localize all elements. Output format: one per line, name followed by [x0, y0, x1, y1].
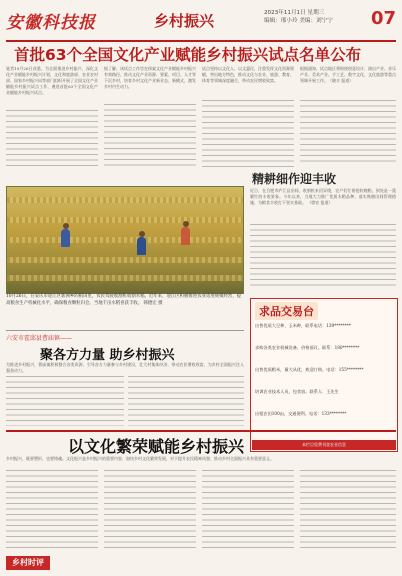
text-texture [250, 224, 396, 290]
bottom-story-title: 以文化繁荣赋能乡村振兴 [68, 437, 245, 456]
classifieds-title: 求品交易台 [255, 302, 318, 320]
text-texture [6, 110, 98, 170]
masthead [6, 6, 396, 42]
text-texture [202, 470, 294, 552]
classified-item: 培训农业技术人员，包食宿。联系人：王先生 [255, 389, 339, 394]
newspaper-brand: 安徽科技报 [6, 13, 96, 33]
text-texture [202, 100, 294, 170]
classified-item: 出租农田100亩，交通便利。电话：133******** [255, 411, 347, 416]
text-texture [104, 470, 196, 552]
lead-column-2: 据了解，该试点工作旨在探索文化产业赋能乡村振兴有效路径，推动文化产业资源、要素、项目、人才等下沉乡村，培育乡村文化产业新业态、新模式，激发乡村内生动力。 [104, 66, 196, 89]
classified-item: 出售优质大豆种、玉米种，联系电话：139******** [255, 323, 351, 328]
page-number: 07 [370, 8, 396, 29]
classifieds-box [250, 298, 398, 452]
section-title: 乡村振兴 [154, 12, 215, 30]
editor-credits: 编辑：邢小玲 美编：刘宁宁 [264, 18, 333, 24]
issue-info [264, 9, 374, 25]
classifieds-strip: 本栏目免费刊登农业信息 [252, 440, 396, 450]
text-texture [300, 470, 396, 552]
text-texture [6, 470, 98, 552]
text-texture [6, 376, 124, 426]
side-story-title: 精耕细作迎丰收 [252, 172, 337, 186]
sub-story-kicker: 六安市霍邱县曹庙镇—— [6, 335, 73, 342]
sub-story-title: 聚各方力量 助乡村振兴 [40, 348, 175, 363]
side-story-body: 近日，在合肥市庐江县田间，收割机来回穿梭，农户们忙着抢收晚稻，到处是一派繁忙的丰收景象。今年以来，当地大力推广优质水稻品种，落实秋粮田间管理措施，为粮食丰收打下坚实基础。 （徐宏 报道） [250, 188, 396, 205]
bottom-story-body: 乡村振兴，既要塑形，也要铸魂。文化振兴是乡村振兴的重要内容，加快乡村文化繁荣发展，对于提升农民精神风貌、推动乡村全面振兴具有重要意义。 [6, 456, 274, 461]
sub-story-body: 为推进乡村振兴，曹庙镇积极整合各类资源，引导各方力量参与乡村建设，壮大村集体经济，带动农民增收致富，为乡村全面振兴注入强劲动力。 [6, 362, 244, 373]
lead-column-3: 试点坚持以文化人、以文惠民，注重发挥文化资源禀赋，突出地方特色，推动文化与农业、旅游、教育、体育等领域深度融合，带动农民增收致富。 [202, 66, 294, 83]
text-texture [128, 376, 244, 426]
classified-item: 求购各类农业机械设备，价格面议。联系：180******** [255, 345, 360, 350]
classified-item: 出售优质稻米，量大从优，欢迎订购。电话：155******** [255, 367, 364, 372]
lead-column-1: 笔者10月26日获悉，为全面推进乡村振兴，深化文化产业赋能乡村振兴计划，文化和旅游部、农业农村部、国家乡村振兴局等部门组织开展了全国文化产业赋能乡村振兴试点工作，遴选首批63个全国文化产业赋能乡村振兴试点。 [6, 66, 98, 95]
harvest-photo [6, 186, 244, 294]
issue-date: 2023年11月1日 星期三 [264, 10, 325, 16]
divider [6, 330, 244, 331]
main-headline: 首批63个全国文化产业赋能乡村振兴试点名单公布 [14, 46, 362, 64]
divider [6, 430, 396, 432]
text-texture [104, 104, 196, 170]
text-texture [300, 100, 396, 166]
lead-column-4: 根据通知，试点地区将围绕创意设计、演出产业、音乐产业、美术产业、手工艺、数字文化、文化旅游等重点领域开展工作。（晓丰 报道） [300, 66, 396, 83]
column-tag: 乡村时评 [6, 556, 50, 570]
photo-caption: 10月26日，在安庆市迎江区新洲乡的稻田里，农民驾驶收割机收割水稻。近年来，迎江区积极推进农业适度规模经营，提高粮食生产机械化水平，确保粮食颗粒归仓。当地千亩水稻喜获丰收。 韩德宏 摄 [6, 294, 242, 306]
